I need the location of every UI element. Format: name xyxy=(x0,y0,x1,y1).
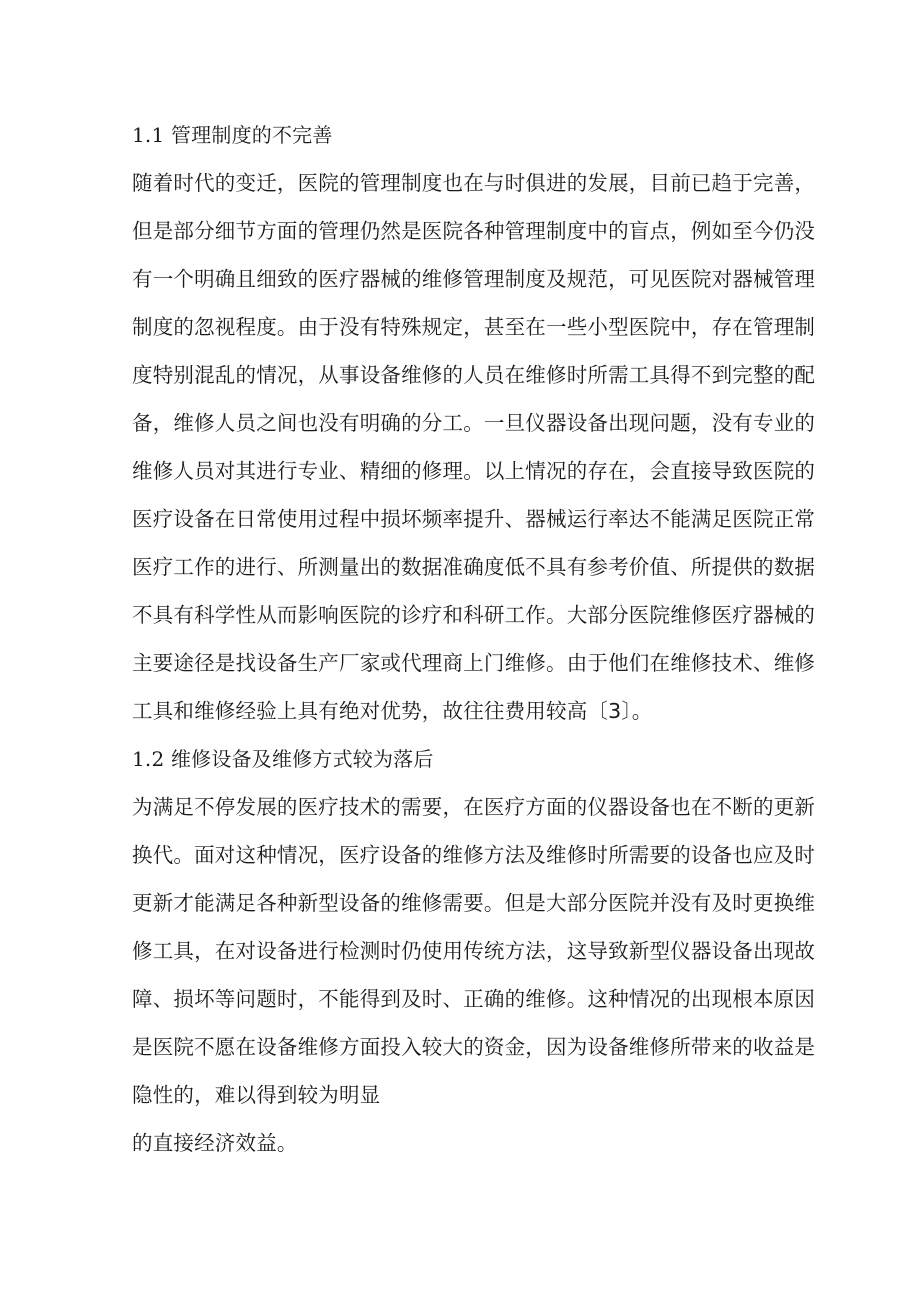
section-1-line-6: 备，维修人员之间也没有明确的分工。一旦仪器设备出现问题，没有专业的 xyxy=(132,411,816,435)
section-1-line-5: 度特别混乱的情况，从事设备维修的人员在维修时所需工具得不到完整的配 xyxy=(132,363,816,387)
section-2-line-8: 的直接经济效益。 xyxy=(132,1131,298,1155)
section-1-line-12: 工具和维修经验上具有绝对优势，故往往费用较高〔3〕。 xyxy=(132,699,653,723)
section-2-line-7: 隐性的，难以得到较为明显 xyxy=(132,1083,381,1107)
section-2-line-3: 更新才能满足各种新型设备的维修需要。但是大部分医院并没有及时更换维 xyxy=(132,891,816,915)
section-1-line-3: 有一个明确且细致的医疗器械的维修管理制度及规范，可见医院对器械管理 xyxy=(132,267,816,291)
section-2-heading: 1.2 维修设备及维修方式较为落后 xyxy=(132,747,434,771)
section-1-line-9: 医疗工作的进行、所测量出的数据准确度低不具有参考价值、所提供的数据 xyxy=(132,555,816,579)
section-2-line-1: 为满足不停发展的医疗技术的需要，在医疗方面的仪器设备也在不断的更新 xyxy=(132,795,816,819)
section-1-line-7: 维修人员对其进行专业、精细的修理。以上情况的存在，会直接导致医院的 xyxy=(132,459,816,483)
section-2-line-5: 障、损坏等问题时，不能得到及时、正确的维修。这种情况的出现根本原因 xyxy=(132,987,816,1011)
section-2-line-4: 修工具，在对设备进行检测时仍使用传统方法，这导致新型仪器设备出现故 xyxy=(132,939,816,963)
section-1-line-10: 不具有科学性从而影响医院的诊疗和科研工作。大部分医院维修医疗器械的 xyxy=(132,603,816,627)
section-2-line-2: 换代。面对这种情况，医疗设备的维修方法及维修时所需要的设备也应及时 xyxy=(132,843,816,867)
section-1-line-1: 随着时代的变迁，医院的管理制度也在与时俱进的发展，目前已趋于完善， xyxy=(132,171,816,195)
section-1-line-11: 主要途径是找设备生产厂家或代理商上门维修。由于他们在维修技术、维修 xyxy=(132,651,816,675)
section-1-line-2: 但是部分细节方面的管理仍然是医院各种管理制度中的盲点，例如至今仍没 xyxy=(132,219,816,243)
section-1-line-8: 医疗设备在日常使用过程中损坏频率提升、器械运行率达不能满足医院正常 xyxy=(132,507,816,531)
section-1-heading: 1.1 管理制度的不完善 xyxy=(132,123,333,147)
section-1-line-4: 制度的忽视程度。由于没有特殊规定，甚至在一些小型医院中，存在管理制 xyxy=(132,315,816,339)
section-2-line-6: 是医院不愿在设备维修方面投入较大的资金，因为设备维修所带来的收益是 xyxy=(132,1035,816,1059)
